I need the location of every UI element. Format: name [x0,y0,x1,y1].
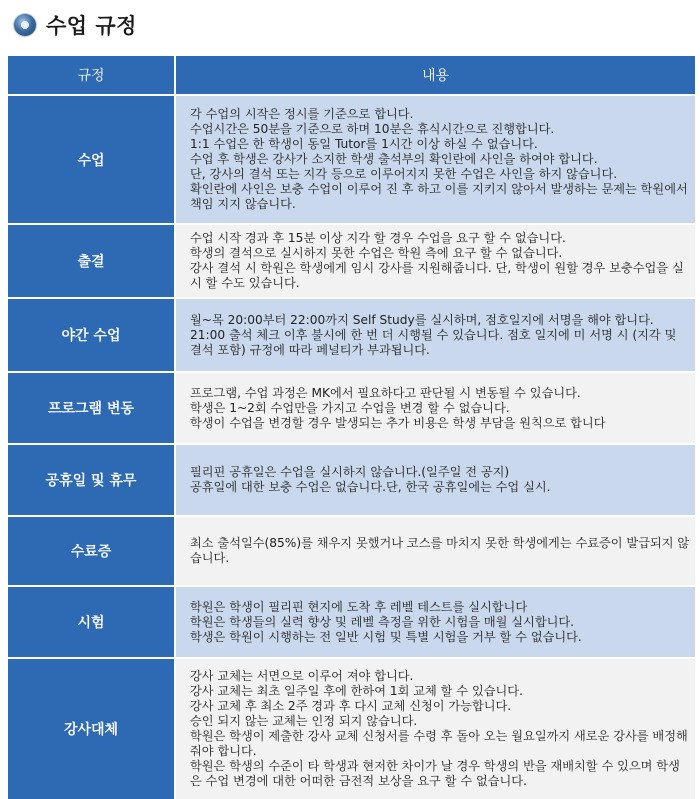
row-content [176,517,695,585]
content-line: 각 수업의 시작은 정시를 기준으로 합니다. [190,107,414,121]
row-label: 강사대체 [8,659,176,799]
content-line: 학원은 학생이 필리핀 현지에 도착 후 레벨 테스트를 실시합니다 [190,599,528,614]
regulations-table [8,56,695,799]
row-label: 시험 [8,587,176,657]
page-title-bar [14,10,137,40]
content-line: 학원은 학생의 수준이 타 학생과 현저한 차이가 날 경우 학생의 반을 재배치할 수 있으며 학생은 수업 변경에 대한 어떠한 금전적 보상을 요구 할 수 없습니다. [190,759,680,788]
content-line: 필리핀 공휴일은 수업을 실시하지 않습니다.(일주일 전 공지) [190,465,510,479]
content-line: 공휴일에 대한 보충 수업은 없습니다.단, 한국 공휴일에는 수업 실시. [190,480,551,494]
row-label: 공휴일 및 휴무 [8,445,176,515]
table-row-night-class [8,297,695,371]
content-line: 학생이 수업을 변경할 경우 발생되는 추가 비용은 학생 부담을 원칙으로 합니다 [190,415,606,430]
row-content [176,225,695,297]
row-content [176,299,695,371]
table-row-attendance [8,223,695,297]
content-line: 강사 결석 시 학원은 학생에게 임시 강사를 지원해줍니다. 단, 학생이 원할 경우 보충수업을 실시 할 수도 있습니다. [190,261,684,290]
header-regulation: 규정 [8,56,176,94]
row-content [176,373,695,443]
table-row-certificate [8,515,695,585]
row-label: 수업 [8,96,176,223]
content-line: 승인 되지 않는 교체는 인정 되지 않습니다. [190,714,418,728]
content-line: 21:00 출석 체크 이후 불시에 한 번 더 시행될 수 있습니다. 점호 일지에 미 서명 시 (지각 및 결석 포함) 규정에 따라 페널티가 부과됩니다. [190,327,677,357]
content-line: 학원은 학생들의 실력 향상 및 레벨 측정을 위한 시험을 매월 실시합니다. [190,614,575,629]
content-line: 학생은 1~2회 수업만을 가지고 수업을 변경 할 수 없습니다. [190,400,510,415]
table-header [8,56,695,94]
content-line: 프로그램, 수업 과정은 MK에서 필요하다고 판단될 시 변동될 수 있습니다. [190,385,581,400]
table-row-class [8,94,695,223]
content-line: 단, 강사의 결석 또는 지각 등으로 이루어지지 못한 수업은 사인을 하지 않습니다. [190,167,618,181]
header-content: 내용 [176,56,695,94]
content-line: 최소 출석일수(85%)를 채우지 못했거나 코스를 마치지 못한 학생에게는 수료증이 발급되지 않습니다. [190,536,690,565]
row-content [176,96,695,223]
content-line: 수업 후 학생은 강사가 소지한 학생 출석부의 확인란에 사인을 하여야 합니다. [190,152,598,166]
table-row-tutor-change [8,657,695,799]
content-line: 1:1 수업은 한 학생이 동일 Tutor를 1시간 이상 하실 수 없습니다. [190,137,538,151]
content-line: 학생은 학원이 시행하는 전 일반 시험 및 특별 시험을 거부 할 수 없습니다. [190,629,582,644]
content-line: 확인란에 사인은 보충 수업이 이루어 진 후 하고 이를 지키지 않아서 발생하는 문제는 학원에서 책임 지지 않습니다. [190,182,688,211]
content-line: 학생의 결석으로 실시하지 못한 수업은 학원 측에 요구 할 수 없습니다. [190,246,563,260]
row-label: 수료증 [8,517,176,585]
content-line: 강사 교체는 최초 일주일 후에 한하여 1회 교체 할 수 있습니다. [190,684,523,698]
content-line: 학원은 학생이 제출한 강사 교체 신청서를 수령 후 돌아 오는 월요일까지 새로운 강사를 배정해줘야 합니다. [190,729,688,758]
row-content [176,659,695,799]
content-line: 월~목 20:00부터 22:00까지 Self Study를 실시하며, 점호일지에 서명을 해야 합니다. [190,312,654,327]
row-content [176,587,695,657]
table-row-program-change [8,371,695,443]
row-content [176,445,695,515]
row-label: 프로그램 변동 [8,373,176,443]
table-row-holidays [8,443,695,515]
row-label: 출결 [8,225,176,297]
page-title: 수업 규정 [46,14,137,38]
content-line: 수업시간은 50분을 기준으로 하며 10분은 휴식시간으로 진행합니다. [190,122,555,136]
content-line: 수업 시작 경과 후 15분 이상 지각 할 경우 수업을 요구 할 수 없습니다. [190,231,566,245]
content-line: 강사 교체는 서면으로 이루어 져야 합니다. [190,669,414,683]
circle-bullet-icon [14,14,36,36]
content-line: 강사 교체 후 최소 2주 경과 후 다시 교체 신청이 가능합니다. [190,699,512,713]
row-label: 야간 수업 [8,299,176,371]
table-row-exam [8,585,695,657]
